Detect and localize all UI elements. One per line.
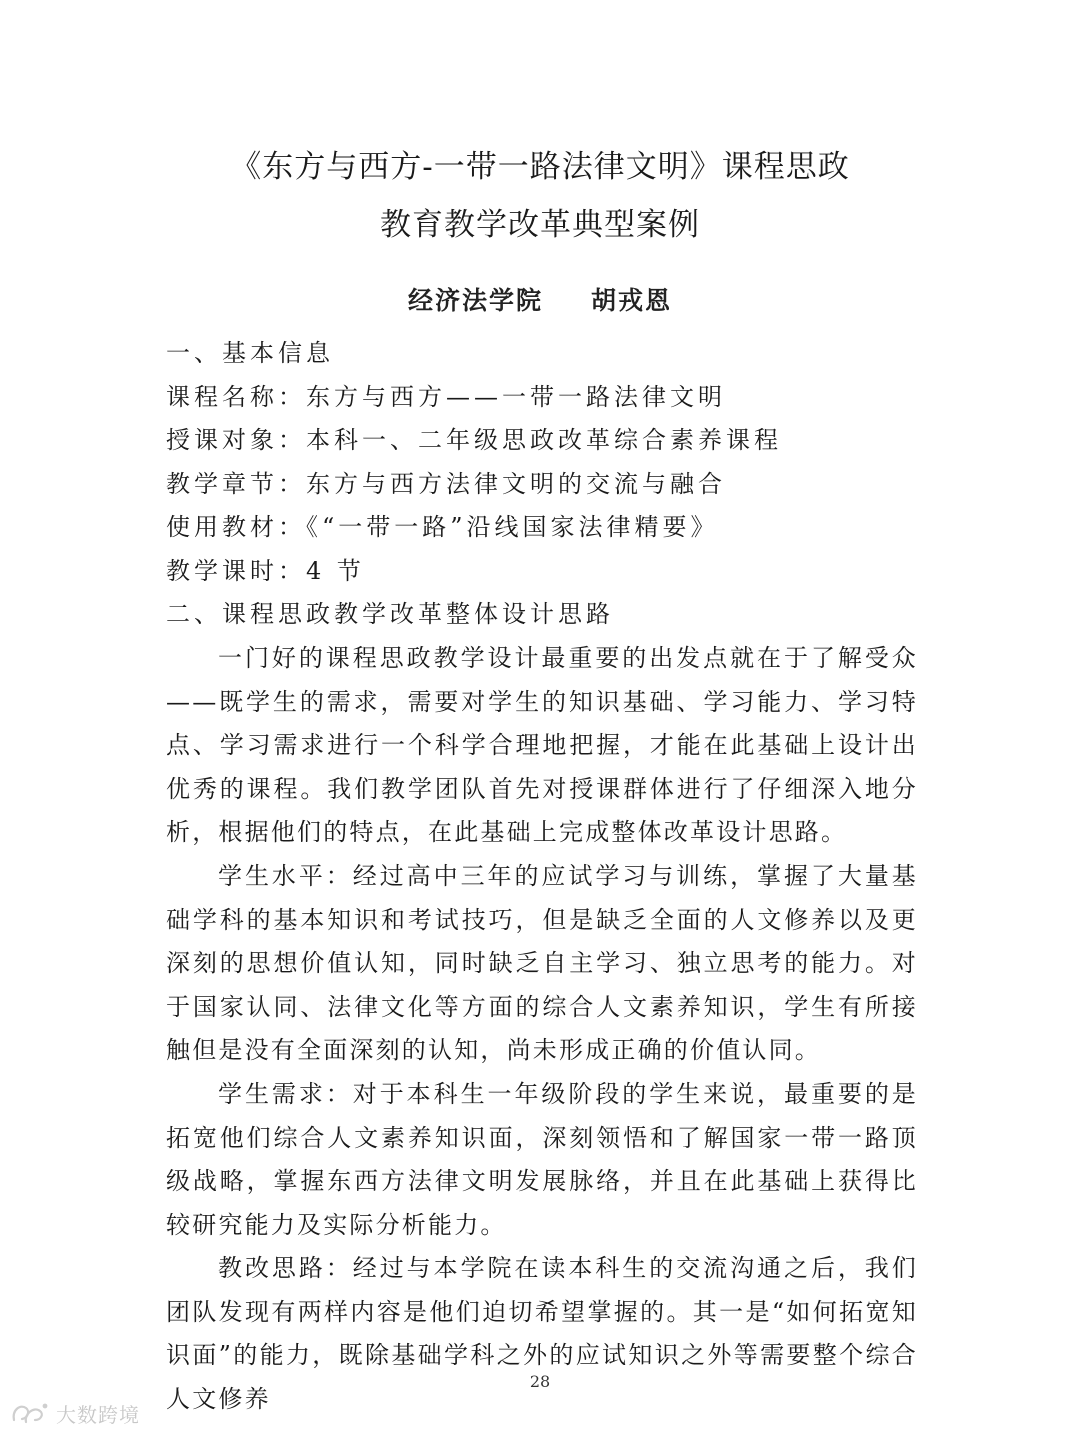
page-number: 28: [529, 1372, 551, 1391]
hours-line: 教学课时：4 节: [166, 557, 365, 585]
basic-info-heading: 一、基本信息: [166, 339, 334, 367]
watermark-logo-icon: [8, 1398, 52, 1428]
document-title-line2: 教育教学改革典型案例: [380, 207, 700, 243]
watermark: [8, 1396, 140, 1430]
paragraph-audience-analysis: 一门好的课程思政教学设计最重要的出发点就在于了解受众——既学生的需求，需要对学生的知识基础、学习能力、学习特点、学习需求进行一个科学合理地把握，才能在此基础上设计出优秀的课程。我们教学团队首先对授课群体进行了仔细深入地分析，根据他们的特点，在此基础上完成整体改革设计思路。: [166, 644, 918, 847]
author-name: 胡戎恩: [591, 286, 673, 315]
design-heading: 二、课程思政教学改革整体设计思路: [166, 600, 614, 628]
chapter-line: 教学章节：东方与西方法律文明的交流与融合: [166, 470, 726, 498]
author-line: [0, 281, 1080, 317]
document-title-line1: 《东方与西方-一带一路法律文明》课程思政: [230, 149, 850, 185]
audience-line: 授课对象：本科一、二年级思政改革综合素养课程: [166, 426, 782, 454]
course-name-line: 课程名称：东方与西方——一带一路法律文明: [166, 383, 726, 411]
textbook-line: 使用教材：《“一带一路”沿线国家法律精要》: [166, 513, 719, 541]
paragraph-reform-ideas: 教改思路：经过与本学院在读本科生的交流沟通之后，我们团队发现有两样内容是他们迫切希望掌握的。其一是“如何拓宽知识面”的能力，既除基础学科之外的应试知识之外等需要整个综合人文修养: [166, 1254, 918, 1413]
watermark-text: 大数跨境: [56, 1402, 140, 1427]
author-school: 经济法学院: [407, 286, 543, 315]
paragraph-student-needs: 学生需求：对于本科生一年级阶段的学生来说，最重要的是拓宽他们综合人文素养知识面，深刻领悟和了解国家一带一路顶级战略，掌握东西方法律文明发展脉络，并且在此基础上获得比较研究能力及实际分析能力。: [166, 1080, 918, 1239]
paragraph-student-level: 学生水平：经过高中三年的应试学习与训练，掌握了大量基础学科的基本知识和考试技巧，但是缺乏全面的人文修养以及更深刻的思想价值认知，同时缺乏自主学习、独立思考的能力。对于国家认同、法律文化等方面的综合人文素养知识，学生有所接触但是没有全面深刻的认知，尚未形成正确的价值认同。: [166, 862, 918, 1065]
